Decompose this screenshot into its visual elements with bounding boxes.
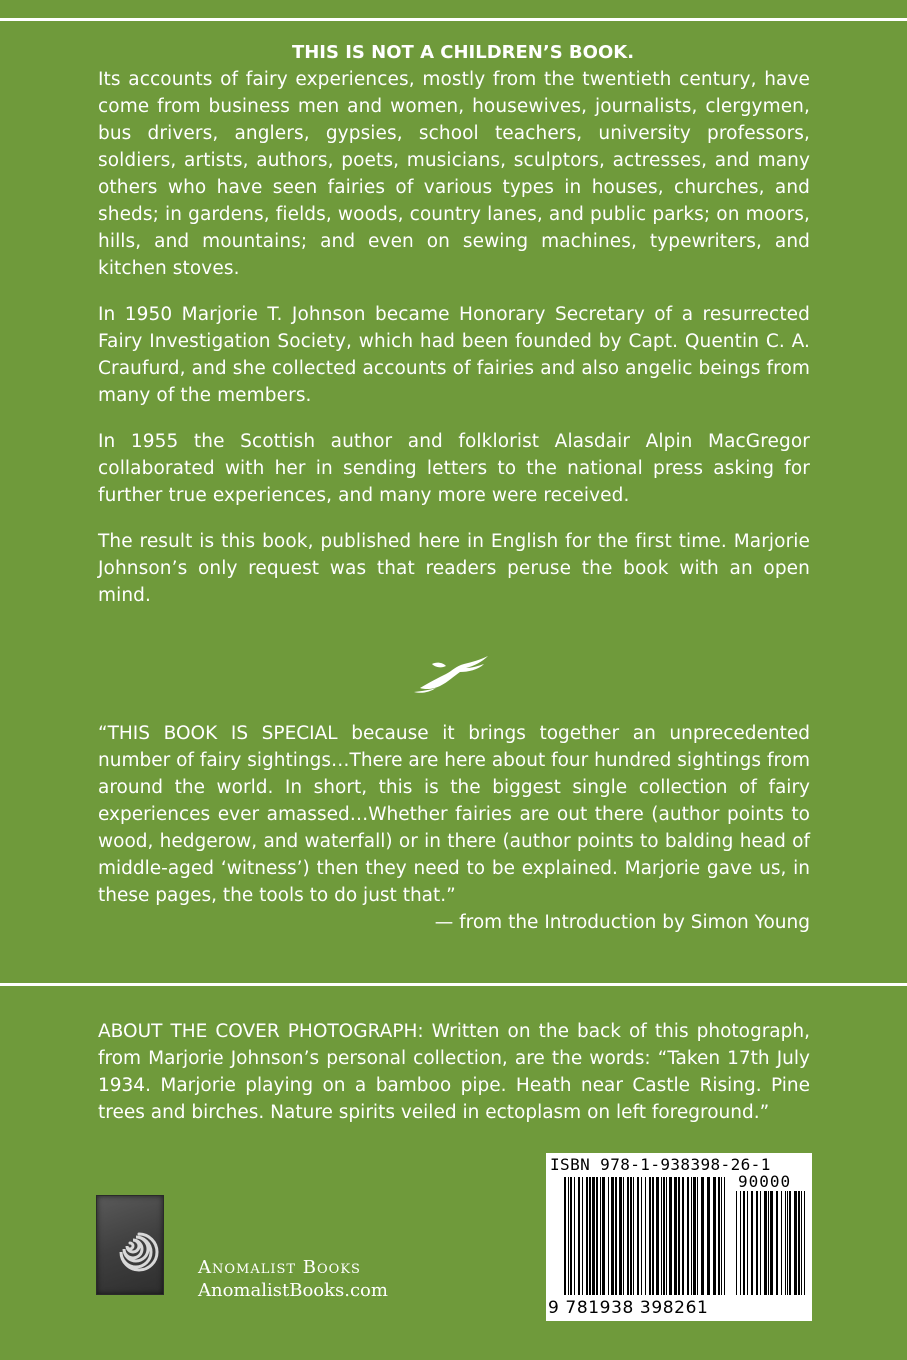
barcode-bar (602, 1177, 605, 1295)
headline: THIS IS NOT A CHILDREN’S BOOK. (291, 42, 635, 63)
barcode-bar (764, 1191, 767, 1295)
barcode-bar (652, 1177, 654, 1295)
barcode-bar (751, 1191, 753, 1295)
barcode-bar (615, 1177, 617, 1295)
publisher-website: AnomalistBooks.com (198, 1280, 388, 1301)
ean-number: 9 781938 398261 (548, 1298, 709, 1318)
barcode-bar (801, 1191, 802, 1295)
barcode-bar (794, 1191, 797, 1295)
description-block (98, 40, 810, 628)
barcode-bar (736, 1191, 737, 1295)
barcode-bar (787, 1191, 788, 1295)
flying-fairy-ornament (412, 652, 492, 696)
barcode-bar (785, 1191, 786, 1295)
barcode-bar (707, 1177, 710, 1295)
barcode-bar (693, 1177, 696, 1295)
paragraph-3: In 1955 the Scottish author and folklorist Alasdair Alpin MacGregor collaborated with her in sending letters to the national press asking for further true experiences, and many more were received. (98, 431, 810, 506)
barcode-bar (649, 1177, 651, 1295)
barcode-bar (724, 1177, 725, 1295)
barcode-bar (633, 1177, 634, 1295)
barcode-bar (570, 1177, 572, 1295)
barcode-bar (656, 1177, 659, 1295)
barcode-bars (550, 1173, 808, 1297)
barcode-bar (798, 1191, 800, 1295)
barcode-bar (678, 1177, 680, 1295)
review-quote: “THIS BOOK IS SPECIAL because it brings together an unprecedented number of fairy sightings…There are here about four hundred sightings from around the world. In short, this is the biggest single collection of fairy experiences ever amassed…Whether fairies are out there (author points to wood, hedgerow, and waterfall) or in there (author points to balding head of middle-aged ‘witness’) then they need to be explained. Marjorie gave us, in these pages, the tools to do just that.” (98, 723, 810, 906)
barcode-bar (661, 1177, 662, 1295)
barcode-bar (627, 1177, 629, 1295)
barcode-bar (760, 1191, 761, 1295)
barcode-bar (756, 1191, 758, 1295)
barcode-bar (589, 1177, 591, 1295)
barcode-bar (804, 1191, 805, 1295)
barcode-bar (740, 1191, 741, 1295)
barcode-bar (687, 1177, 689, 1295)
barcode-bar (770, 1191, 773, 1295)
barcode-bar (721, 1177, 722, 1295)
barcode-bar (641, 1177, 642, 1295)
barcode-bar (611, 1177, 614, 1295)
cover-photograph-note: ABOUT THE COVER PHOTOGRAPH: Written on the back of this photograph, from Marjorie Johnson’s personal collection, are the words: “Taken 17th July 1934. Marjorie playing on a bamboo pipe. Heath near Castle Rising. Pine trees and birches. Nature spirits veiled in ectoplasm on left foreground.” (98, 1021, 810, 1123)
barcode-bar (619, 1177, 622, 1295)
barcode-panel (546, 1153, 812, 1321)
barcode-bar (568, 1177, 569, 1295)
barcode-bar (781, 1191, 782, 1295)
barcode-bar (645, 1177, 646, 1295)
barcode-bar (691, 1177, 692, 1295)
barcode-bar (596, 1177, 598, 1295)
publisher-logo (96, 1195, 164, 1295)
quote-attribution: — from the Introduction by Simon Young (434, 912, 810, 933)
barcode-bar (701, 1177, 704, 1295)
barcode-bar (637, 1177, 639, 1295)
barcode-bar (630, 1177, 632, 1295)
barcode-bar (574, 1177, 575, 1295)
publisher-info (198, 1257, 388, 1303)
paragraph-4: The result is this book, published here in English for the first time. Marjorie Johnson’s only request was that readers peruse the book with an open mind. (98, 531, 810, 606)
barcode-bar (682, 1177, 684, 1295)
barcode-bar (768, 1191, 769, 1295)
barcode-bar (582, 1177, 583, 1295)
barcode-bar (669, 1177, 672, 1295)
barcode-bar (592, 1177, 595, 1295)
barcode-bar (743, 1191, 745, 1295)
publisher-name: Anomalist Books (198, 1257, 361, 1278)
barcode-bar (674, 1177, 677, 1295)
barcode-bar (713, 1177, 716, 1295)
barcode-bar (564, 1177, 566, 1295)
isbn-label: ISBN 978-1-938398-26-1 (550, 1155, 771, 1174)
paragraph-2: In 1950 Marjorie T. Johnson became Honorary Secretary of a resurrected Fairy Investigation Society, which had been founded by Capt. Quentin C. A. Craufurd, and she collected accounts of fairies and also angelic beings from many of the members. (98, 304, 810, 406)
barcode-bar (697, 1177, 698, 1295)
barcode-bar (789, 1191, 791, 1295)
top-divider (0, 18, 907, 21)
barcode-bar (663, 1177, 665, 1295)
barcode-bar (608, 1177, 609, 1295)
barcode-bar (578, 1177, 580, 1295)
barcode-addon: 90000 (738, 1172, 792, 1191)
barcode-bar (776, 1191, 778, 1295)
barcode-bar (718, 1177, 720, 1295)
paragraph-1: Its accounts of fairy experiences, mostly from the twentieth century, have come from business men and women, housewives, journalists, clergymen, bus drivers, anglers, gypsies, school teachers, university professors, soldiers, artists, authors, poets, musicians, sculptors, actresses, and many others who have seen fairies of various types in houses, churches, and sheds; in gardens, fields, woods, country lanes, and public parks; on moors, hills, and mountains; and even on sewing machines, typewriters, and kitchen stoves. (98, 69, 810, 279)
middle-divider (0, 983, 907, 986)
barcode-bar (666, 1177, 667, 1295)
barcode-bar (623, 1177, 624, 1295)
barcode-bar (586, 1177, 588, 1295)
spiral-icon (97, 1196, 163, 1294)
review-quote-block (98, 720, 810, 936)
barcode-bar (747, 1191, 748, 1295)
barcode-bar (600, 1177, 601, 1295)
